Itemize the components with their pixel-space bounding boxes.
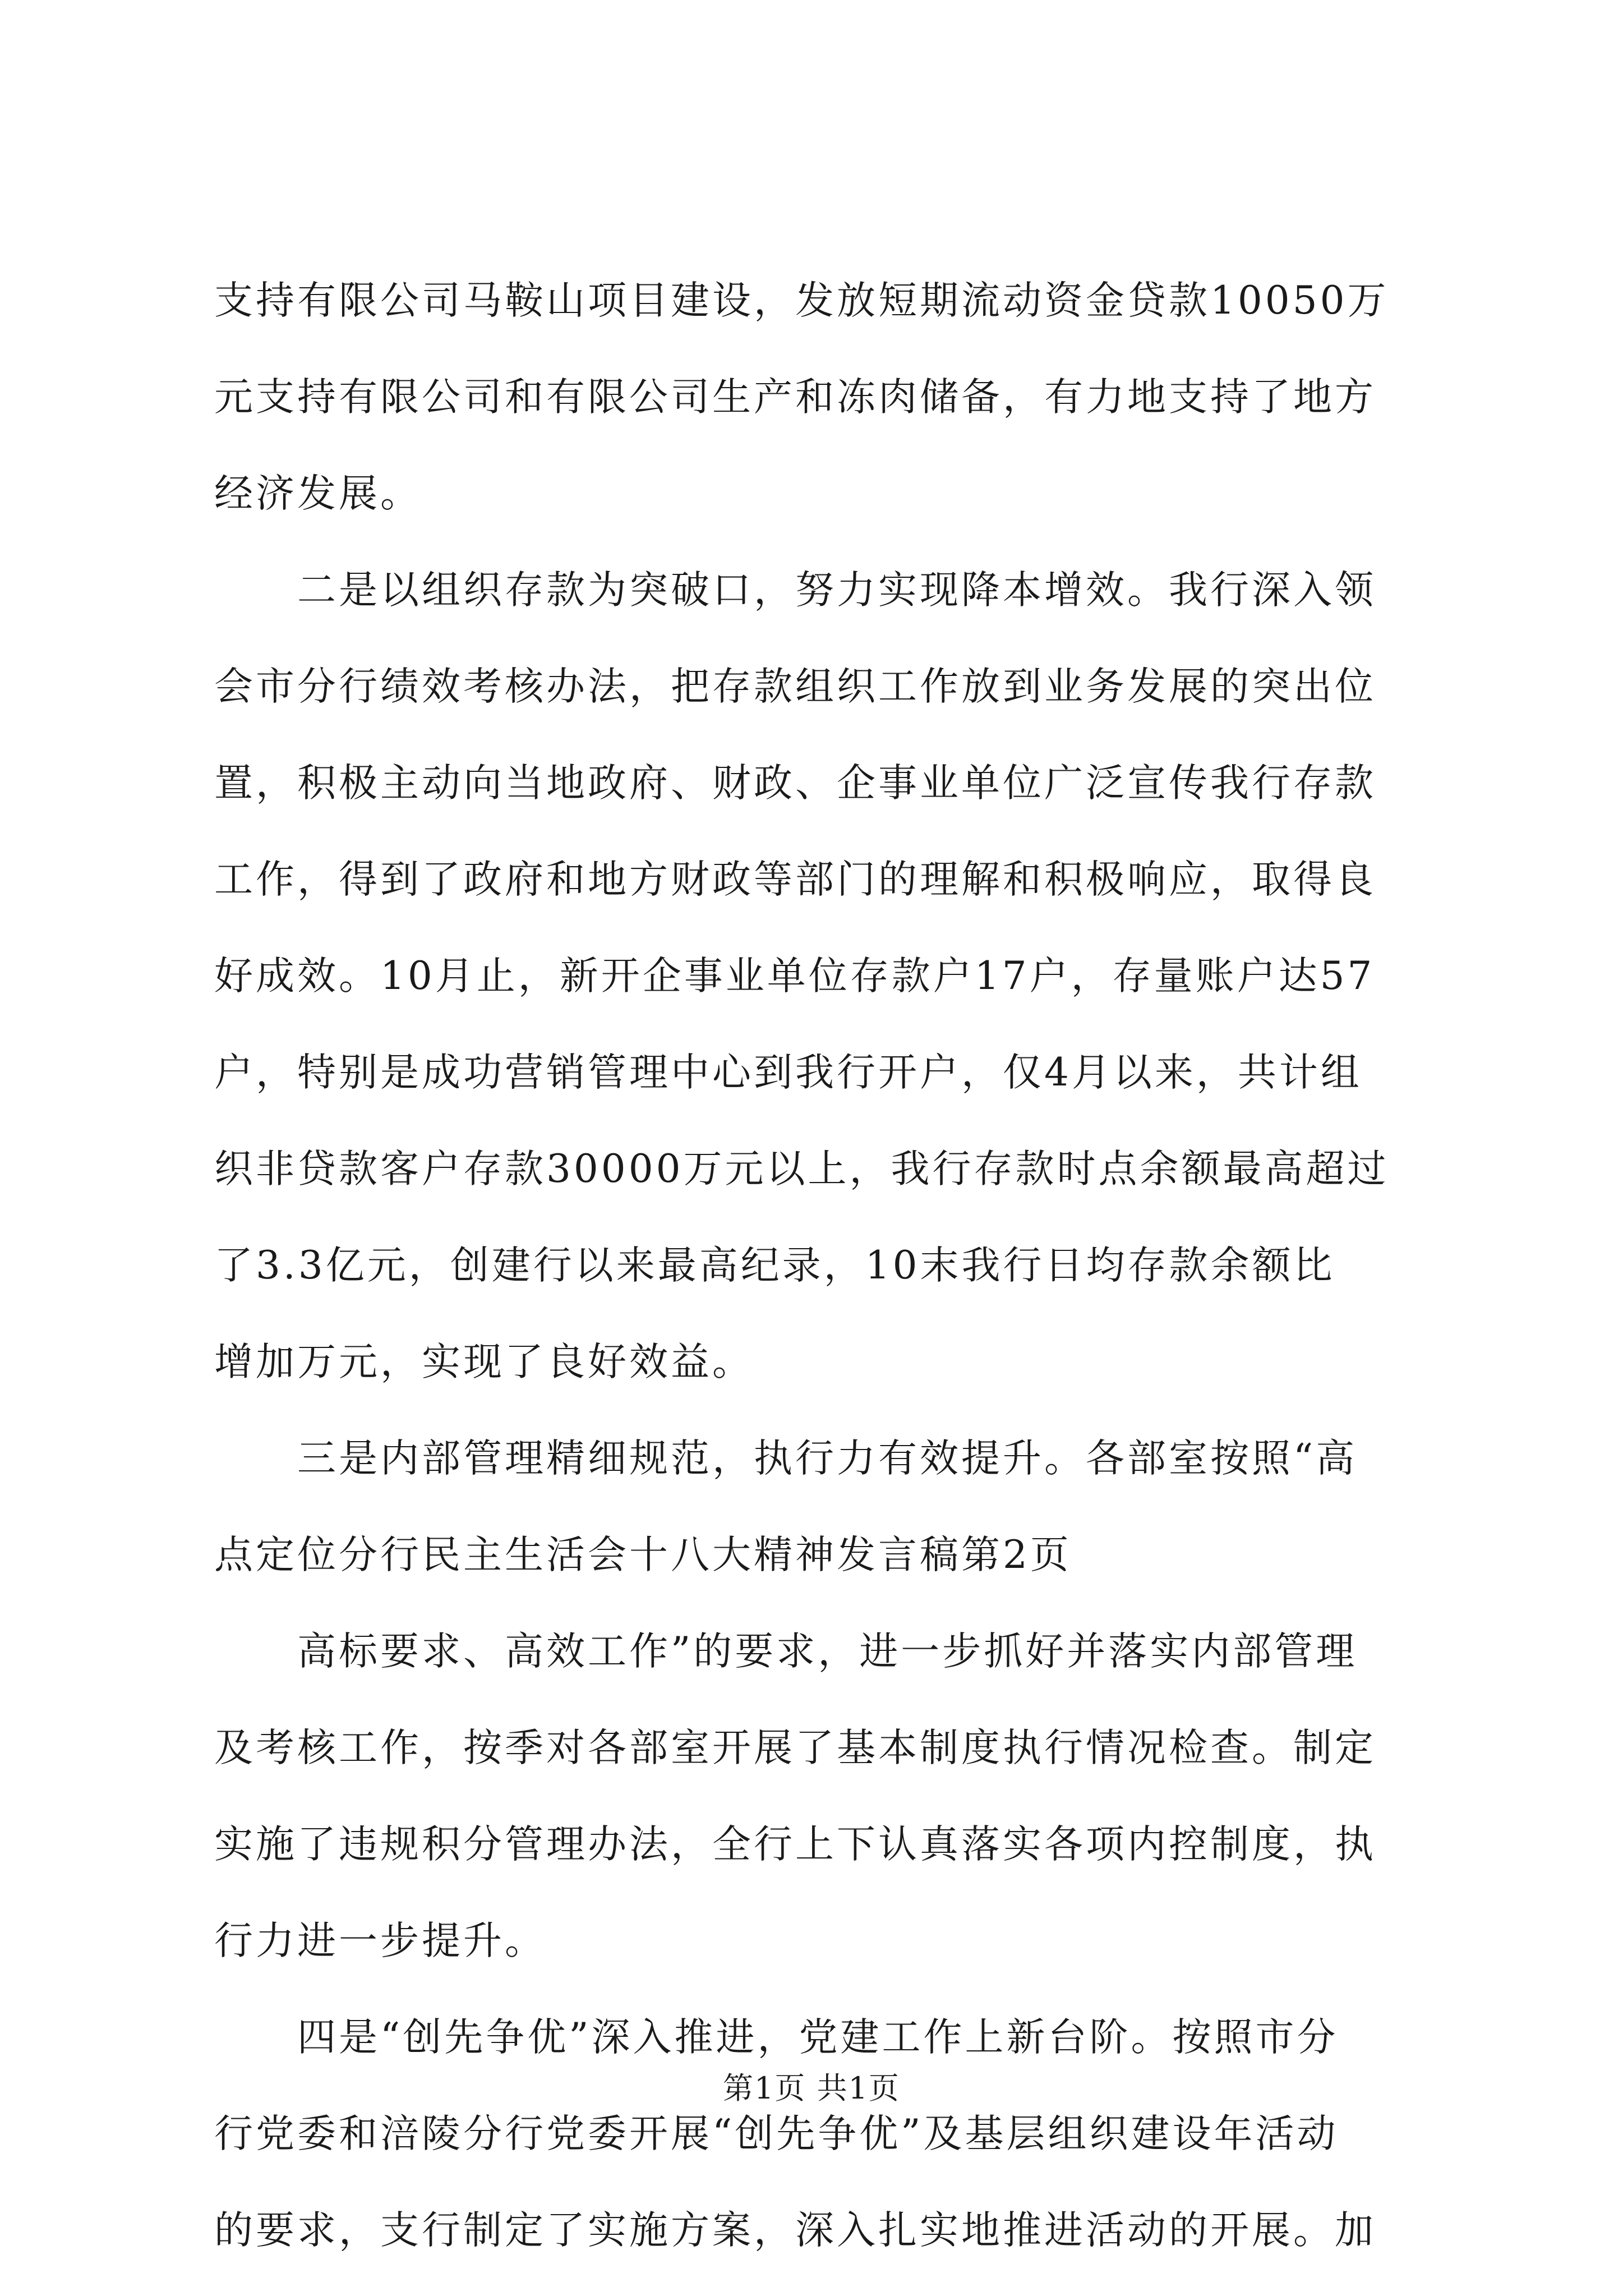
text-line: 的要求，支行制定了实施方案，深入扎实地推进活动的开展。加 [214,2208,1376,2253]
text-line: 及考核工作，按季对各部室开展了基本制度执行情况检查。制定 [214,1726,1376,1770]
text-line: 高标要求、高效工作”的要求，进一步抓好并落实内部管理 [297,1629,1358,1674]
text-line: 行党委和涪陵分行党委开展“创先争优”及基层组织建设年活动 [214,2111,1339,2156]
text-line: 实施了违规积分管理办法，全行上下认真落实各项内控制度，执 [214,1822,1376,1867]
text-line: 支持有限公司马鞍山项目建设，发放短期流动资金贷款10050万 [214,278,1389,323]
text-line: 四是“创先争优”深入推进，党建工作上新台阶。按照市分 [297,2015,1339,2060]
text-line: 二是以组织存款为突破口，努力实现降本增效。我行深入领 [297,568,1376,613]
text-line: 织非贷款客户存款30000万元以上，我行存款时点余额最高超过 [214,1147,1389,1191]
text-line: 三是内部管理精细规范，执行力有效提升。各部室按照“高 [297,1436,1358,1481]
text-line: 户，特别是成功营销管理中心到我行开户，仅4月以来，共计组 [214,1050,1362,1095]
document-body [214,252,1414,2279]
text-line: 行力进一步提升。 [214,1918,546,1963]
text-line: 了3.3亿元，创建行以来最高纪录，10末我行日均存款余额比 [214,1243,1335,1288]
text-line: 置，积极主动向当地政府、财政、企事业单位广泛宣传我行存款 [214,761,1376,806]
page-footer: 第1页 共1页 [723,2070,900,2106]
text-line: 经济发展。 [214,471,422,516]
text-line: 元支持有限公司和有限公司生产和冻肉储备，有力地支持了地方 [214,375,1376,420]
text-line: 工作，得到了政府和地方财政等部门的理解和积极响应，取得良 [214,857,1376,902]
text-line: 会市分行绩效考核办法，把存款组织工作放到业务发展的突出位 [214,664,1376,709]
text-line: 好成效。10月止，新开企事业单位存款户17户，存量账户达57 [214,954,1375,999]
text-line: 点定位分行民主生活会十八大精神发言稿第2页 [214,1533,1072,1577]
text-line: 增加万元，实现了良好效益。 [214,1340,754,1384]
